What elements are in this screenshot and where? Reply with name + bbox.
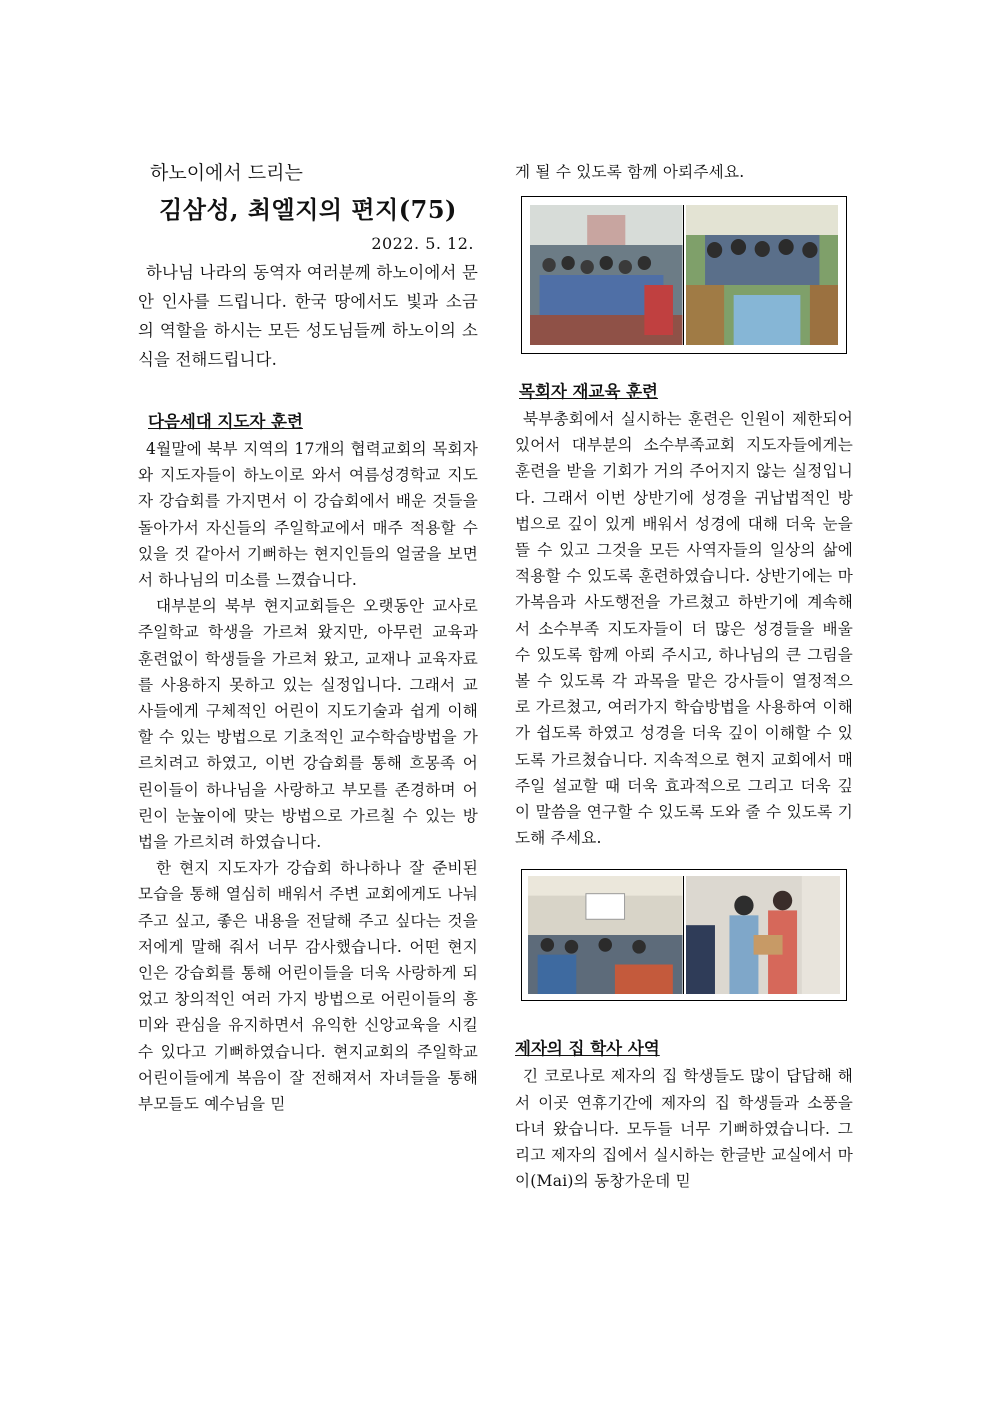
letter-title: 김삼성, 최엘지의 편지(75) (159, 195, 457, 224)
section1-paragraph-1: 4월말에 북부 지역의 17개의 협력교회의 목회자와 지도자들이 하노이로 와서 여름성경학교 지도자 강습회를 가지면서 이 강습회에서 배운 것들을 돌아가서 자신들의 주일학교에서 매주 적용할 수 있을 것 같아서 기뻐하는 현지인들의 얼굴을 보면서 하나님의 미소를 느꼈습니다. (138, 440, 478, 590)
section1-paragraph-3: 한 현지 지도자가 강습회 하나하나 잘 준비된 모습을 통해 열심히 배워서 주변 교회에게도 나눠 주고 싶고, 좋은 내용을 전달해 주고 싶다는 것을 저에게 말해 줘서 너무 감사했습니다. 어떤 현지인은 강습회를 통해 어린이들을 더욱 사랑하게 되었고 창의적인 여러 가지 방법으로 어린이들의 흥미와 관심을 유지하면서 유익한 신앙교육을 시킬 수 있다고 기뻐하였습니다. 현지교회의 주일학교 어린이들에게 복음이 잘 전해져서 자녀들을 통해 부모들도 예수님을 믿 (138, 859, 478, 1114)
left-column (138, 158, 478, 1117)
section2-paragraph-1: 북부총회에서 실시하는 훈련은 인원이 제한되어 있어서 대부분의 소수부족교회 지도자들에게는 훈련을 받을 기회가 거의 주어지지 않는 실정입니다. 그래서 이번 상반기에 성경을 귀납법적인 방법으로 깊이 있게 배워서 성경에 대해 더욱 눈을 뜰 수 있고 그것을 모든 사역자들의 일상의 삶에 적용할 수 있도록 훈련하였습니다. 상반기에는 마가복음과 사도행전을 가르쳤고 하반기에 계속해서 소수부족 지도자들이 더 많은 성경들을 배울 수 있도록 함께 아뢰 주시고, 하나님의 큰 그림을 볼 수 있도록 각 과목을 맡은 강사들이 열정적으로 가르쳤고, 여러가지 학습방법을 사용하여 이해가 쉽도록 하였고 성경을 더욱 깊이 이해할 수 있도록 가르쳤습니다. 지속적으로 현지 교회에서 매주일 설교할 때 더욱 효과적으로 그리고 더욱 깊이 말씀을 연구할 수 있도록 도와 줄 수 있도록 기도해 주세요. (515, 410, 853, 848)
letter-intro: 하노이에서 드리는 (150, 162, 303, 184)
photo-training-session (528, 876, 684, 994)
photo-group-celebration (686, 205, 839, 345)
photo-row-middle (521, 869, 847, 1001)
section1-paragraph-continued: 게 될 수 있도록 함께 아뢰주세요. (515, 163, 745, 181)
photo-row-top (521, 196, 847, 354)
section1-paragraph-2: 대부분의 북부 현지교회들은 오랫동안 교사로 주일학교 학생을 가르쳐 왔지만, 아무런 교육과 훈련없이 학생들을 가르쳐 왔고, 교재나 교육자료를 사용하지 못하고 있는 실정입니다. 그래서 교사들에게 구체적인 어린이 지도기술과 쉽게 이해할 수 있는 방법으로 기초적인 교수학습방법을 가르치려고 하였고, 이번 강습회를 통해 흐몽족 어린이들이 하나님을 사랑하고 부모를 존경하며 어린이 눈높이에 맞는 방법으로 가르칠 수 있는 방법을 가르치려 하였습니다. (138, 597, 478, 852)
right-column (515, 158, 853, 1194)
section-heading-disciples-house: 제자의 집 학사 사역 (515, 1039, 660, 1059)
section-heading-next-generation: 다음세대 지도자 훈련 (148, 412, 303, 431)
photo-certificate-handover (686, 876, 841, 994)
section-heading-pastor-training: 목회자 재교육 훈련 (519, 382, 659, 401)
section3-paragraph-1: 긴 코로나로 제자의 집 학생들도 많이 답답해 해서 이곳 연휴기간에 제자의 집 학생들과 소풍을 다녀 왔습니다. 모두들 너무 기뻐하였습니다. 그리고 제자의 집에서 실시하는 한글반 교실에서 마이(Mai)의 동창가운데 믿 (515, 1067, 853, 1191)
photo-classroom-crowd (530, 205, 684, 345)
letter-date: 2022. 5. 12. (371, 234, 474, 253)
greeting-paragraph: 하나님 나라의 동역자 여러분께 하노이에서 문안 인사를 드립니다. 한국 땅에서도 빛과 소금의 역할을 하시는 모든 성도님들께 하노이의 소식을 전해드립니다. (138, 263, 478, 369)
